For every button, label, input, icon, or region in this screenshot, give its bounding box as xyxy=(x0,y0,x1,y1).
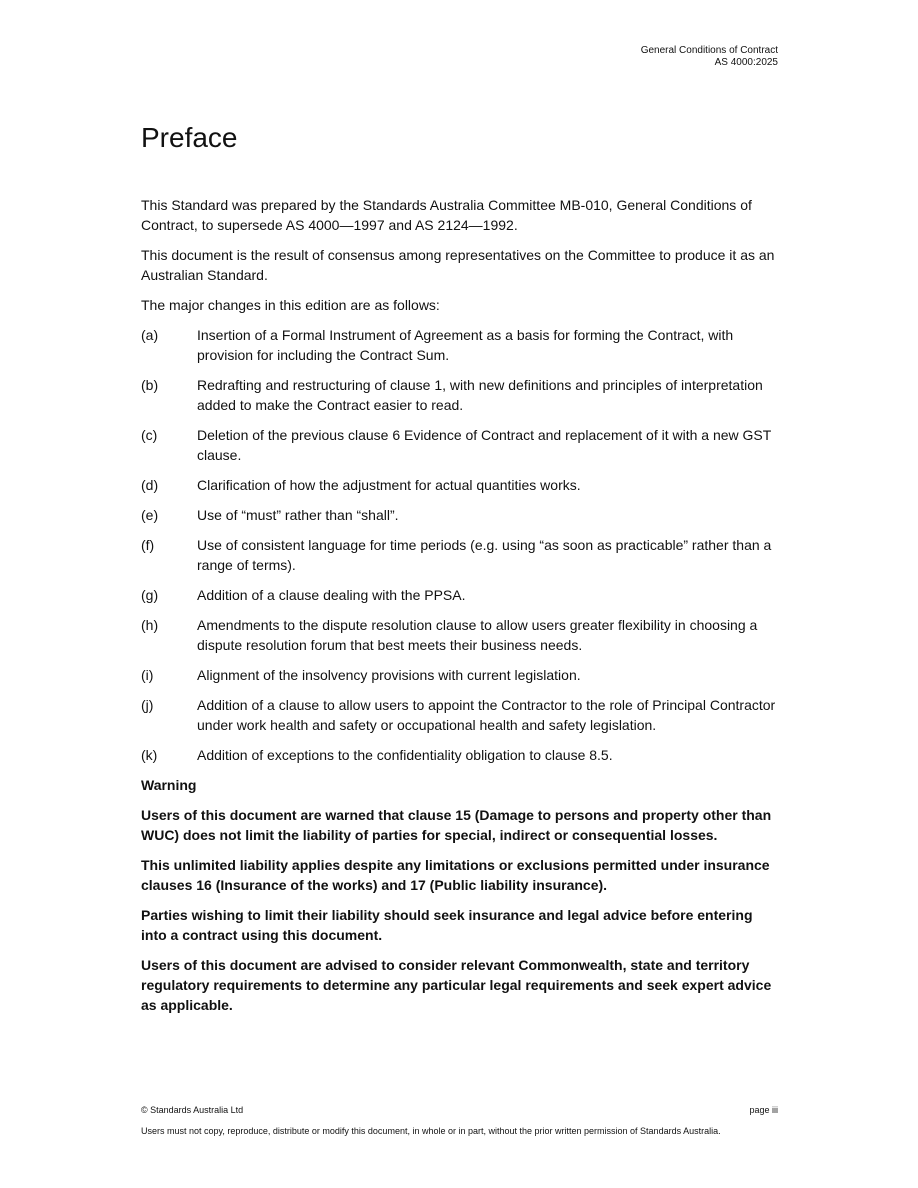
list-item xyxy=(141,535,781,575)
list-item-label: (k) xyxy=(141,747,158,763)
header-document-title: General Conditions of Contract xyxy=(640,45,778,56)
footer-row xyxy=(141,1105,778,1116)
warning-heading: Warning xyxy=(141,777,197,793)
list-item-text: Use of consistent language for time periods (e.g. using “as soon as practicable” rather than a range of terms). xyxy=(197,537,772,573)
list-item-text: Amendments to the dispute resolution clause to allow users greater flexibility in choosing a dispute resolution forum that best meets their business needs. xyxy=(197,617,758,653)
list-item-label: (i) xyxy=(141,667,154,683)
list-item xyxy=(141,375,781,415)
list-item-text: Alignment of the insolvency provisions with current legislation. xyxy=(197,667,581,683)
usage-restriction-notice: Users must not copy, reproduce, distribute or modify this document, in whole or in part, without the prior written permission of Standards Australia. xyxy=(141,1126,721,1136)
warning-paragraph: This unlimited liability applies despite any limitations or exclusions permitted under insurance clauses 16 (Insurance of the works) and 17 (Public liability insurance). xyxy=(141,857,770,893)
list-item xyxy=(141,745,781,765)
intro-paragraph: This Standard was prepared by the Standards Australia Committee MB-010, General Conditions of Contract, to supersede AS 4000—1997 and AS 2124—1992. xyxy=(141,197,752,233)
preface-body xyxy=(141,195,781,1025)
list-item-label: (j) xyxy=(141,697,154,713)
list-item xyxy=(141,505,781,525)
list-item-text: Clarification of how the adjustment for actual quantities works. xyxy=(197,477,581,493)
list-item-label: (a) xyxy=(141,327,159,343)
copyright-notice: © Standards Australia Ltd xyxy=(141,1105,244,1115)
list-item xyxy=(141,585,781,605)
list-item-text: Use of “must” rather than “shall”. xyxy=(197,507,399,523)
page-footer xyxy=(141,1105,778,1137)
list-item-label: (c) xyxy=(141,427,158,443)
warning-paragraph: Users of this document are warned that clause 15 (Damage to persons and property other than WUC) does not limit the liability of parties for special, indirect or consequential losses. xyxy=(141,807,772,843)
list-item-label: (b) xyxy=(141,377,159,393)
intro-paragraph: This document is the result of consensus among representatives on the Committee to produce it as an Australian Standard. xyxy=(141,247,775,283)
list-item-text: Deletion of the previous clause 6 Evidence of Contract and replacement of it with a new GST clause. xyxy=(197,427,772,463)
list-item-label: (e) xyxy=(141,507,159,523)
list-item-text: Addition of a clause to allow users to appoint the Contractor to the role of Principal Contractor under work health and safety or occupational health and safety legislation. xyxy=(197,697,776,733)
list-item xyxy=(141,695,781,735)
warning-section xyxy=(141,775,781,1015)
list-item xyxy=(141,425,781,465)
list-item xyxy=(141,475,781,495)
page-number: page iii xyxy=(749,1105,778,1115)
list-item xyxy=(141,325,781,365)
warning-paragraph: Parties wishing to limit their liability should seek insurance and legal advice before entering into a contract using this document. xyxy=(141,907,753,943)
list-item-label: (d) xyxy=(141,477,159,493)
page-title: Preface xyxy=(141,122,238,153)
list-item xyxy=(141,665,781,685)
list-item-text: Addition of exceptions to the confidentiality obligation to clause 8.5. xyxy=(197,747,613,763)
list-item-label: (h) xyxy=(141,617,159,633)
warning-paragraph: Users of this document are advised to consider relevant Commonwealth, state and territory regulatory requirements to determine any particular legal requirements and seek expert advice as applicable. xyxy=(141,957,772,1013)
header-standard-number: AS 4000:2025 xyxy=(714,57,778,68)
list-item-text: Redrafting and restructuring of clause 1, with new definitions and principles of interpretation added to make the Contract easier to read. xyxy=(197,377,763,413)
list-item-label: (f) xyxy=(141,537,155,553)
running-header xyxy=(641,45,778,69)
intro-paragraph: The major changes in this edition are as follows: xyxy=(141,297,440,313)
changes-list xyxy=(141,325,781,765)
list-item-text: Addition of a clause dealing with the PPSA. xyxy=(197,587,466,603)
list-item-text: Insertion of a Formal Instrument of Agreement as a basis for forming the Contract, with provision for including the Contract Sum. xyxy=(197,327,734,363)
list-item xyxy=(141,615,781,655)
list-item-label: (g) xyxy=(141,587,159,603)
